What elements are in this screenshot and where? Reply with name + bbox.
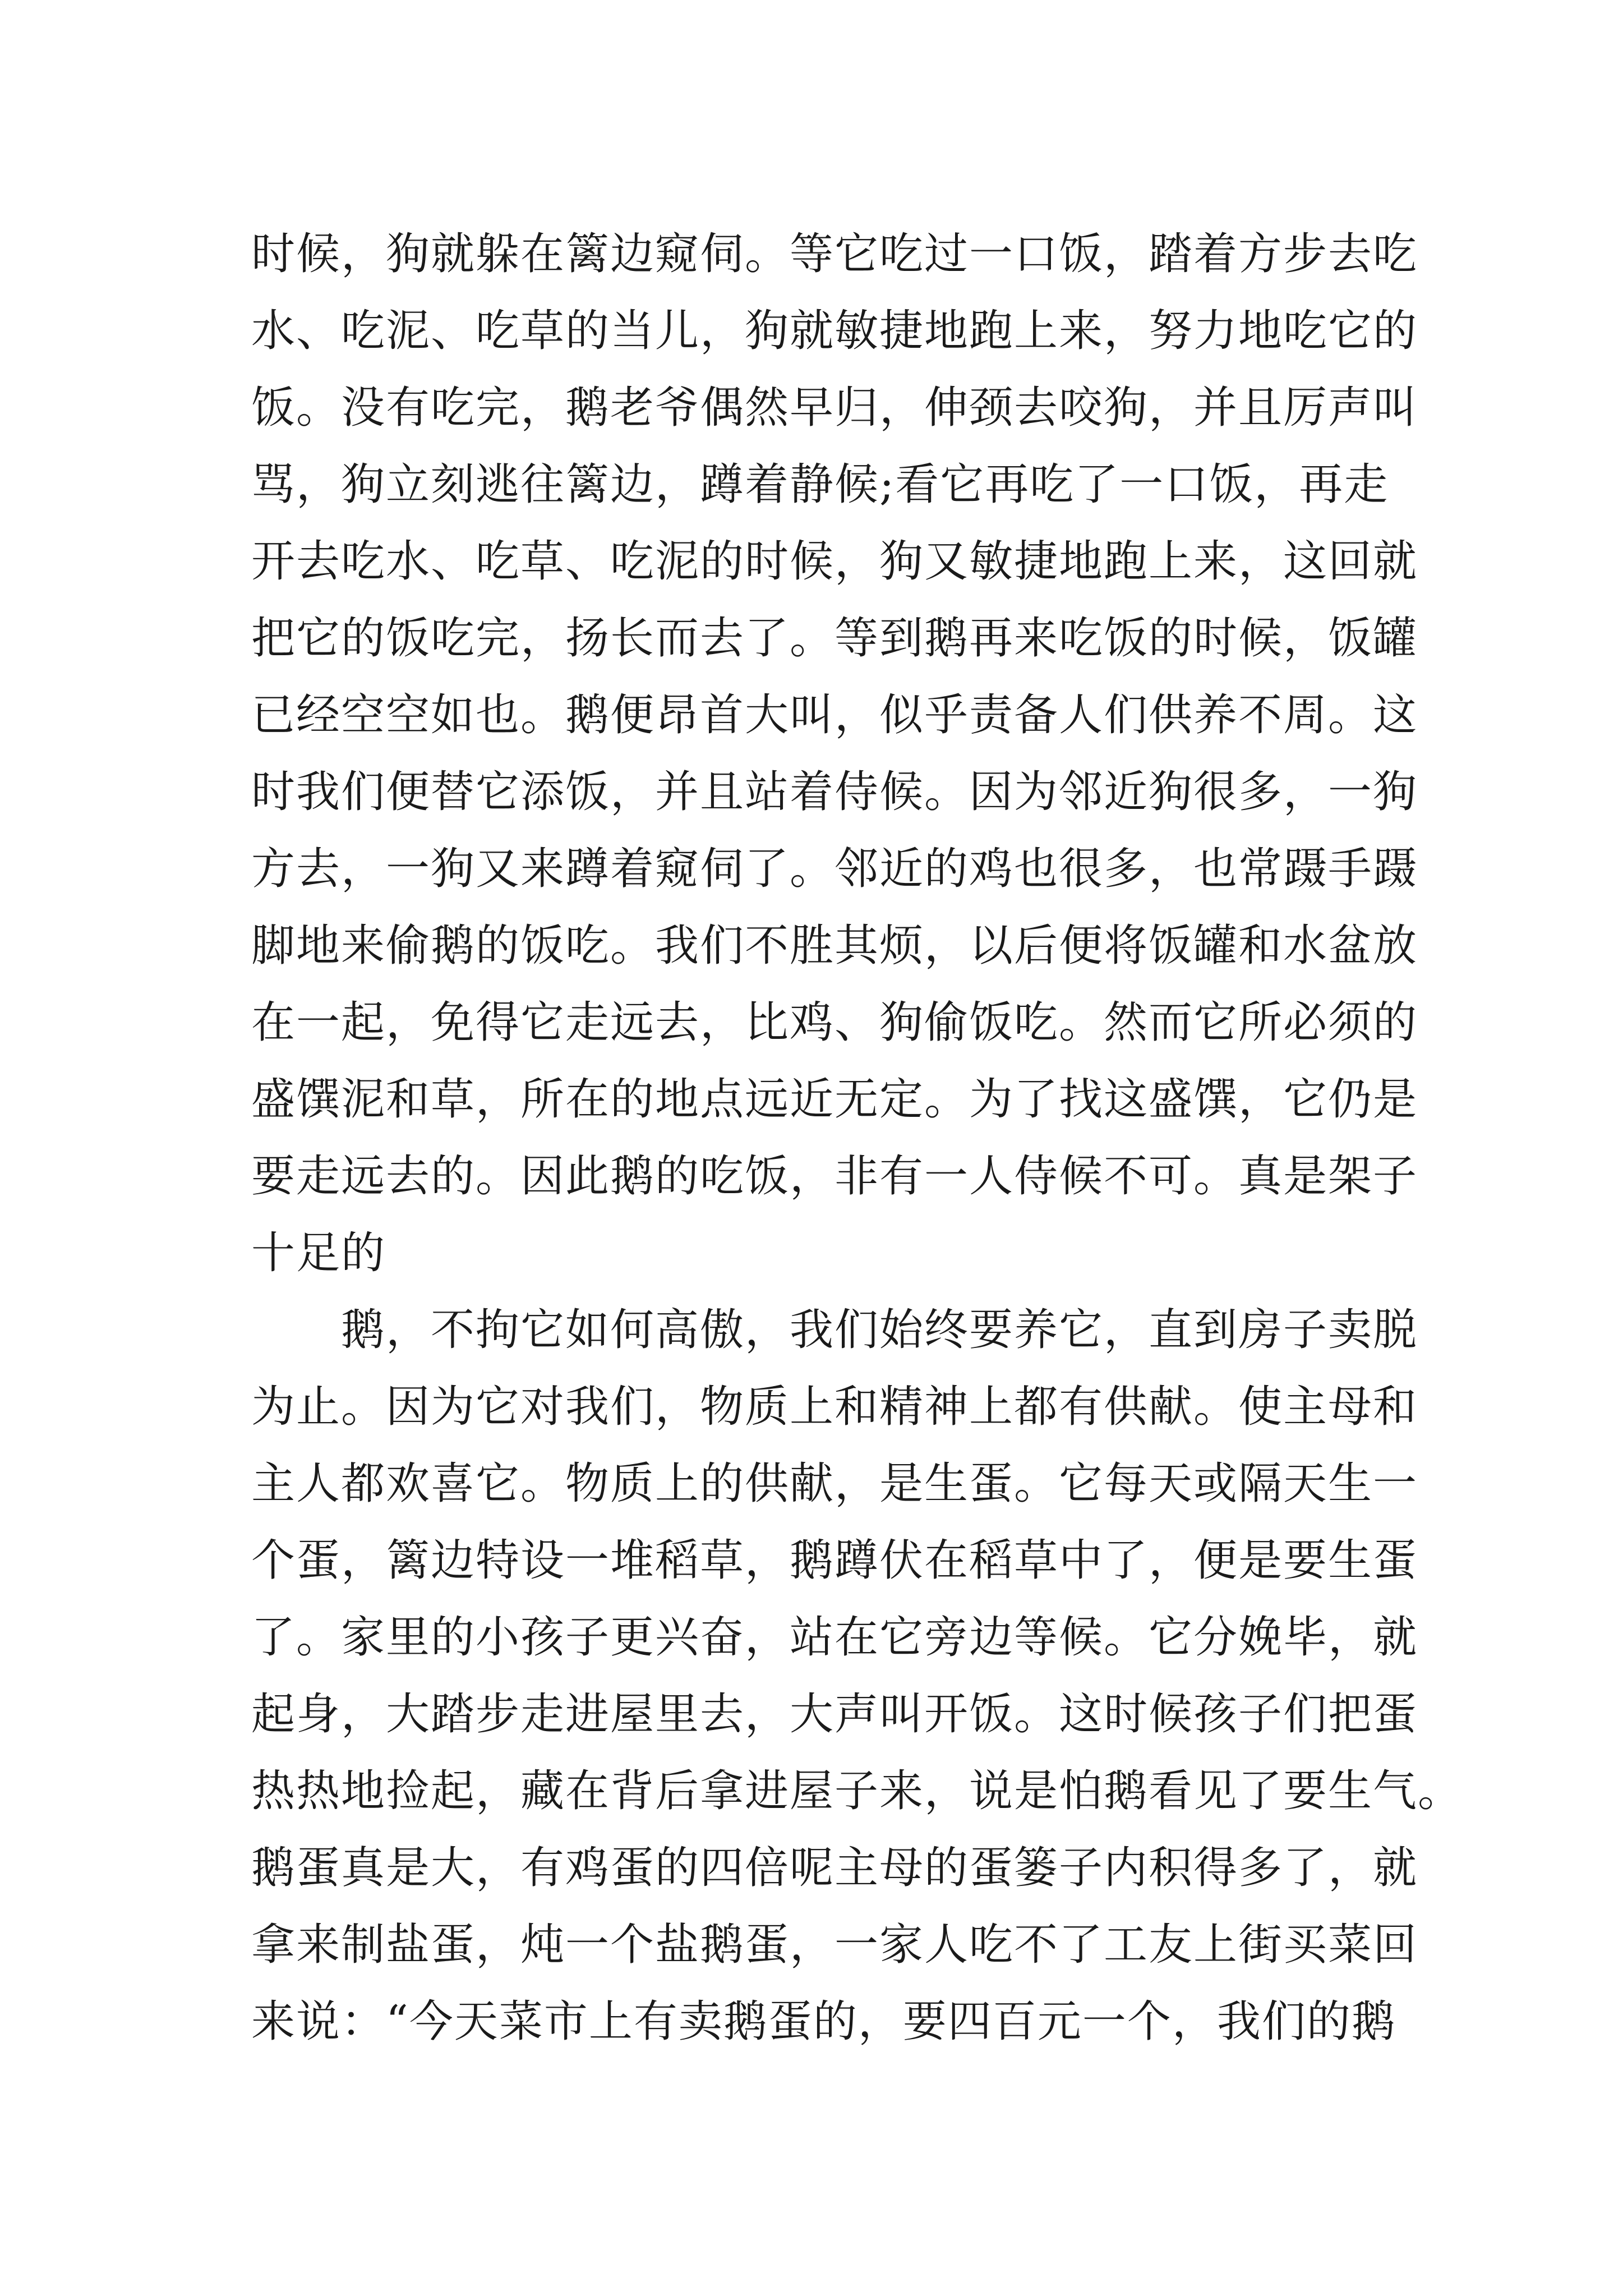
body-text [251, 216, 1463, 2060]
text-line: 时我们便替它添饭，并且站着侍候。因为邻近狗很多，一狗 [251, 767, 1418, 817]
text-line: 脚地来偷鹅的饭吃。我们不胜其烦，以后便将饭罐和水盆放 [251, 921, 1418, 971]
text-line: 鹅蛋真是大，有鸡蛋的四倍呢主母的蛋篓子内积得多了，就 [251, 1843, 1418, 1893]
text-line: 已经空空如也。鹅便昂首大叫，似乎责备人们供养不周。这 [251, 690, 1418, 740]
text-line: 盛馔泥和草，所在的地点远近无定。为了找这盛馔，它仍是 [251, 1074, 1418, 1125]
text-line: 起身，大踏步走进屋里去，大声叫开饭。这时候孩子们把蛋 [251, 1689, 1418, 1740]
text-line: 十足的 [251, 1228, 386, 1278]
text-line: 为止。因为它对我们，物质上和精神上都有供献。使主母和 [251, 1382, 1418, 1432]
text-line: 热热地捡起，藏在背后拿进屋子来，说是怕鹅看见了要生气。 [251, 1766, 1463, 1816]
text-line: 要走远去的。因此鹅的吃饭，非有一人侍候不可。真是架子 [251, 1151, 1418, 1202]
text-line: 方去，一狗又来蹲着窥伺了。邻近的鸡也很多，也常蹑手蹑 [251, 844, 1418, 894]
text-line: 了。家里的小孩子更兴奋，站在它旁边等候。它分娩毕，就 [251, 1612, 1418, 1663]
text-line: 时候，狗就躲在篱边窥伺。等它吃过一口饭，踏着方步去吃 [251, 229, 1418, 279]
text-line: 把它的饭吃完，扬长而去了。等到鹅再来吃饭的时候，饭罐 [251, 613, 1418, 664]
text-line: 水、吃泥、吃草的当儿，狗就敏捷地跑上来，努力地吃它的 [251, 306, 1418, 356]
text-line: 拿来制盐蛋，炖一个盐鹅蛋，一家人吃不了工友上街买菜回 [251, 1920, 1418, 1970]
text-line: 主人都欢喜它。物质上的供献，是生蛋。它每天或隔天生一 [251, 1458, 1418, 1509]
text-line: 饭。没有吃完，鹅老爷偶然早归，伸颈去咬狗，并且厉声叫 [251, 383, 1418, 433]
text-line: 骂，狗立刻逃往篱边，蹲着静候;看它再吃了一口饭，再走 [251, 459, 1389, 510]
text-line: 开去吃水、吃草、吃泥的时候，狗又敏捷地跑上来，这回就 [251, 536, 1418, 587]
text-line: 在一起，免得它走远去，比鸡、狗偷饭吃。然而它所必须的 [251, 997, 1418, 1048]
text-line: 来说：“今天菜市上有卖鹅蛋的，要四百元一个，我们的鹅 [251, 1996, 1396, 2047]
text-line: 个蛋，篱边特设一堆稻草，鹅蹲伏在稻草中了，便是要生蛋 [251, 1535, 1418, 1586]
text-line: 鹅，不拘它如何高傲，我们始终要养它，直到房子卖脱 [251, 1305, 1418, 1355]
